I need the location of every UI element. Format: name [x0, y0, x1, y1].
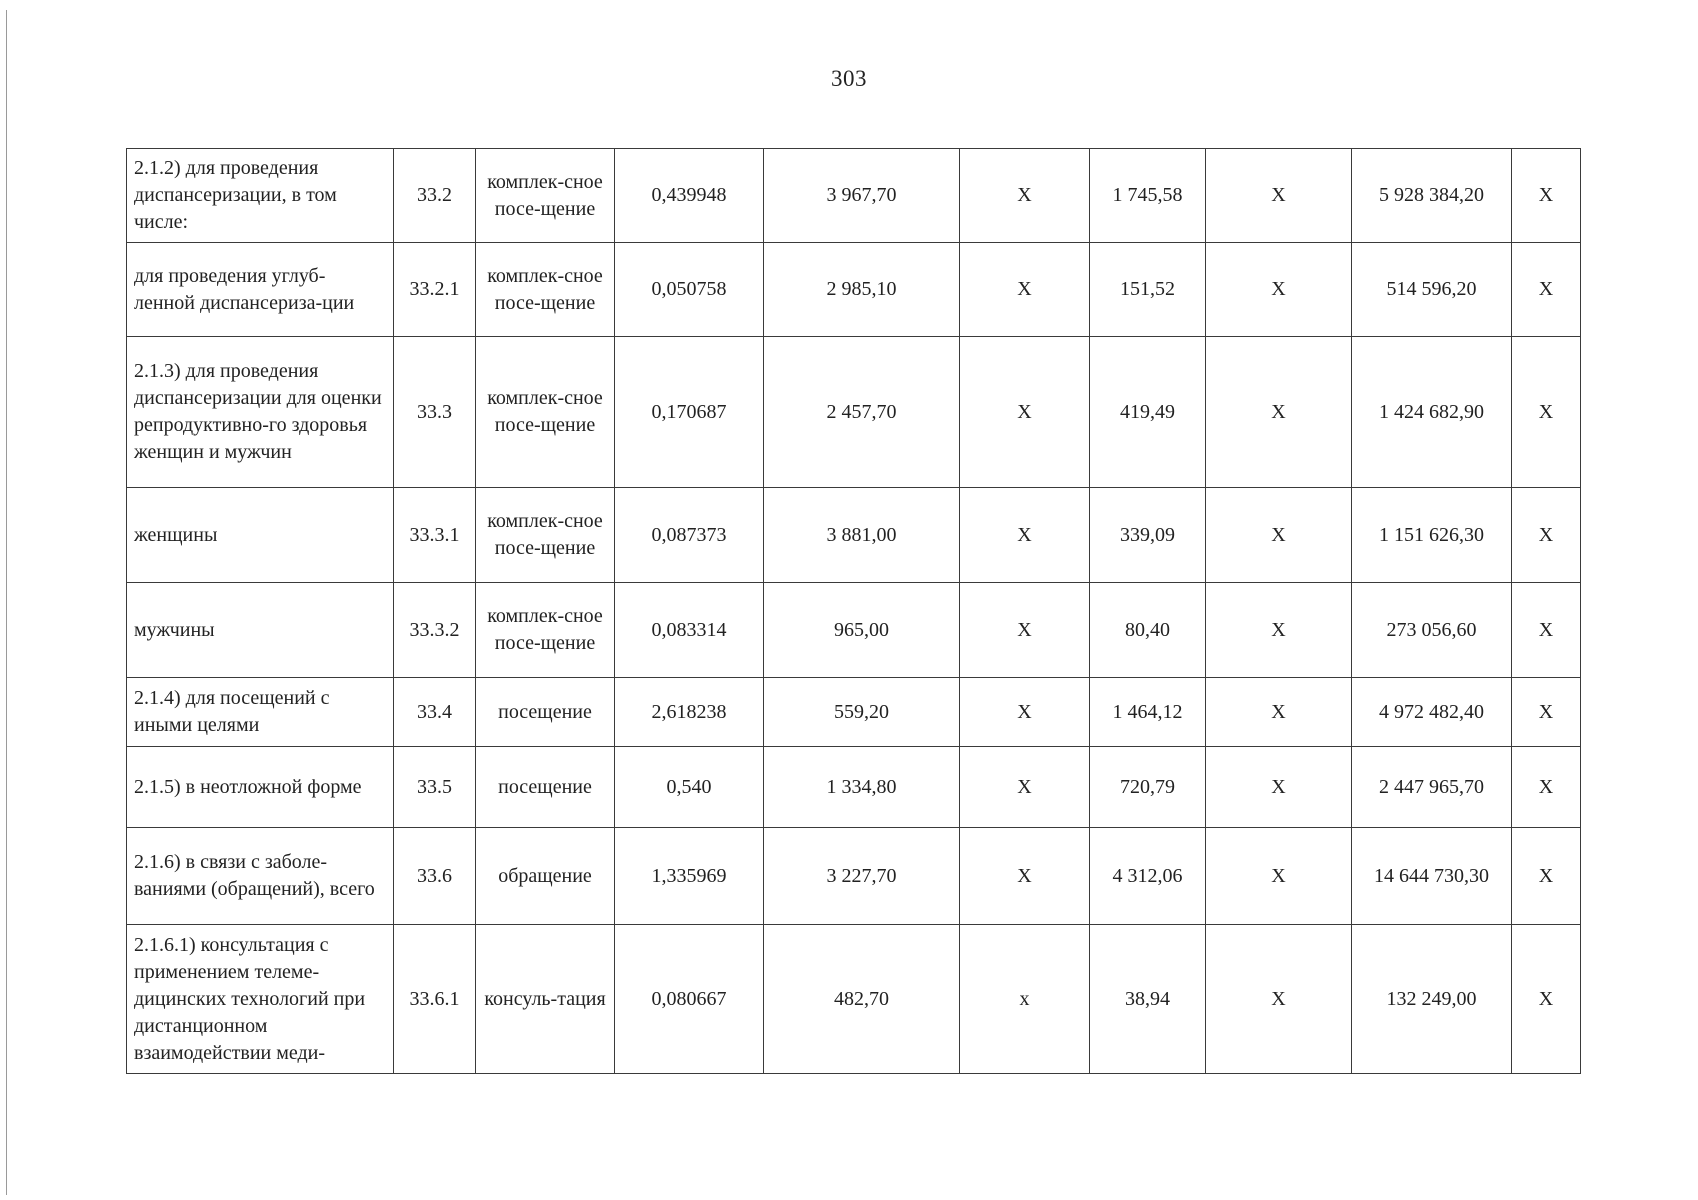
row-total-cell: 273 056,60 [1352, 583, 1512, 678]
row-x-cell: X [1512, 243, 1581, 337]
row-x-cell: X [960, 828, 1090, 925]
row-code-cell: 33.5 [394, 747, 476, 828]
row-name-cell: 2.1.2) для проведения диспансеризации, в том числе: [127, 149, 394, 243]
row-x-cell: X [1206, 337, 1352, 488]
row-total-cell: 132 249,00 [1352, 925, 1512, 1074]
row-norm-cell: 2,618238 [615, 678, 764, 747]
row-x-cell: X [1206, 925, 1352, 1074]
scan-edge-line [6, 10, 7, 1195]
row-x-cell: X [1206, 828, 1352, 925]
table-row [127, 243, 1581, 337]
row-per-capita-cell: 4 312,06 [1090, 828, 1206, 925]
row-x-cell: X [1206, 488, 1352, 583]
table-row [127, 678, 1581, 747]
row-x-cell: x [960, 925, 1090, 1074]
row-x-cell: X [960, 678, 1090, 747]
row-name-cell: 2.1.3) для проведения диспансеризации для оценки репродуктивно-го здоровья женщин и мужчин [127, 337, 394, 488]
row-x-cell: X [1512, 337, 1581, 488]
row-norm-cell: 0,170687 [615, 337, 764, 488]
row-x-cell: X [1206, 583, 1352, 678]
row-name-cell: для проведения углуб-ленной диспансериза-ции [127, 243, 394, 337]
row-per-capita-cell: 419,49 [1090, 337, 1206, 488]
table-row [127, 337, 1581, 488]
table-row [127, 828, 1581, 925]
row-code-cell: 33.2.1 [394, 243, 476, 337]
row-unit-cell: посещение [476, 678, 615, 747]
row-total-cell: 14 644 730,30 [1352, 828, 1512, 925]
row-per-capita-cell: 80,40 [1090, 583, 1206, 678]
row-unit-cell: комплек-сное посе-щение [476, 149, 615, 243]
row-name-cell: 2.1.4) для посещений с иными целями [127, 678, 394, 747]
row-x-cell: X [1206, 747, 1352, 828]
row-code-cell: 33.3.2 [394, 583, 476, 678]
row-code-cell: 33.3 [394, 337, 476, 488]
row-x-cell: X [960, 149, 1090, 243]
row-cost-cell: 559,20 [764, 678, 960, 747]
tariff-table [126, 148, 1581, 1074]
row-per-capita-cell: 151,52 [1090, 243, 1206, 337]
row-x-cell: X [960, 337, 1090, 488]
row-code-cell: 33.6.1 [394, 925, 476, 1074]
row-total-cell: 1 424 682,90 [1352, 337, 1512, 488]
row-norm-cell: 1,335969 [615, 828, 764, 925]
row-name-cell: 2.1.6.1) консультация с применением телеме-дицинских технологий при дистанционном взаимодействии меди- [127, 925, 394, 1074]
row-code-cell: 33.6 [394, 828, 476, 925]
row-norm-cell: 0,439948 [615, 149, 764, 243]
row-cost-cell: 2 985,10 [764, 243, 960, 337]
row-x-cell: X [1512, 678, 1581, 747]
row-unit-cell: посещение [476, 747, 615, 828]
row-total-cell: 1 151 626,30 [1352, 488, 1512, 583]
row-cost-cell: 3 227,70 [764, 828, 960, 925]
row-total-cell: 2 447 965,70 [1352, 747, 1512, 828]
table-row [127, 488, 1581, 583]
row-cost-cell: 1 334,80 [764, 747, 960, 828]
row-name-cell: женщины [127, 488, 394, 583]
page-number: 303 [831, 66, 867, 91]
row-cost-cell: 482,70 [764, 925, 960, 1074]
row-norm-cell: 0,083314 [615, 583, 764, 678]
row-name-cell: мужчины [127, 583, 394, 678]
row-norm-cell: 0,540 [615, 747, 764, 828]
row-norm-cell: 0,050758 [615, 243, 764, 337]
table-row [127, 583, 1581, 678]
row-x-cell: X [1206, 243, 1352, 337]
table-row [127, 747, 1581, 828]
row-x-cell: X [1206, 149, 1352, 243]
row-cost-cell: 3 967,70 [764, 149, 960, 243]
row-per-capita-cell: 1 464,12 [1090, 678, 1206, 747]
row-cost-cell: 965,00 [764, 583, 960, 678]
row-x-cell: X [1512, 747, 1581, 828]
row-x-cell: X [1512, 149, 1581, 243]
table-row [127, 925, 1581, 1074]
row-code-cell: 33.3.1 [394, 488, 476, 583]
row-name-cell: 2.1.5) в неотложной форме [127, 747, 394, 828]
row-cost-cell: 2 457,70 [764, 337, 960, 488]
row-x-cell: X [960, 488, 1090, 583]
row-x-cell: X [1512, 925, 1581, 1074]
row-unit-cell: комплек-сное посе-щение [476, 337, 615, 488]
row-total-cell: 4 972 482,40 [1352, 678, 1512, 747]
row-x-cell: X [1512, 828, 1581, 925]
row-norm-cell: 0,080667 [615, 925, 764, 1074]
row-unit-cell: консуль-тация [476, 925, 615, 1074]
row-code-cell: 33.4 [394, 678, 476, 747]
row-x-cell: X [1206, 678, 1352, 747]
row-x-cell: X [960, 243, 1090, 337]
row-unit-cell: обращение [476, 828, 615, 925]
row-name-cell: 2.1.6) в связи с заболе-ваниями (обращений), всего [127, 828, 394, 925]
table-row [127, 149, 1581, 243]
row-cost-cell: 3 881,00 [764, 488, 960, 583]
row-unit-cell: комплек-сное посе-щение [476, 488, 615, 583]
row-unit-cell: комплек-сное посе-щение [476, 583, 615, 678]
row-code-cell: 33.2 [394, 149, 476, 243]
row-unit-cell: комплек-сное посе-щение [476, 243, 615, 337]
row-total-cell: 514 596,20 [1352, 243, 1512, 337]
row-x-cell: X [1512, 583, 1581, 678]
row-per-capita-cell: 1 745,58 [1090, 149, 1206, 243]
row-per-capita-cell: 339,09 [1090, 488, 1206, 583]
row-x-cell: X [960, 747, 1090, 828]
row-per-capita-cell: 38,94 [1090, 925, 1206, 1074]
row-total-cell: 5 928 384,20 [1352, 149, 1512, 243]
row-x-cell: X [1512, 488, 1581, 583]
row-x-cell: X [960, 583, 1090, 678]
row-norm-cell: 0,087373 [615, 488, 764, 583]
row-per-capita-cell: 720,79 [1090, 747, 1206, 828]
